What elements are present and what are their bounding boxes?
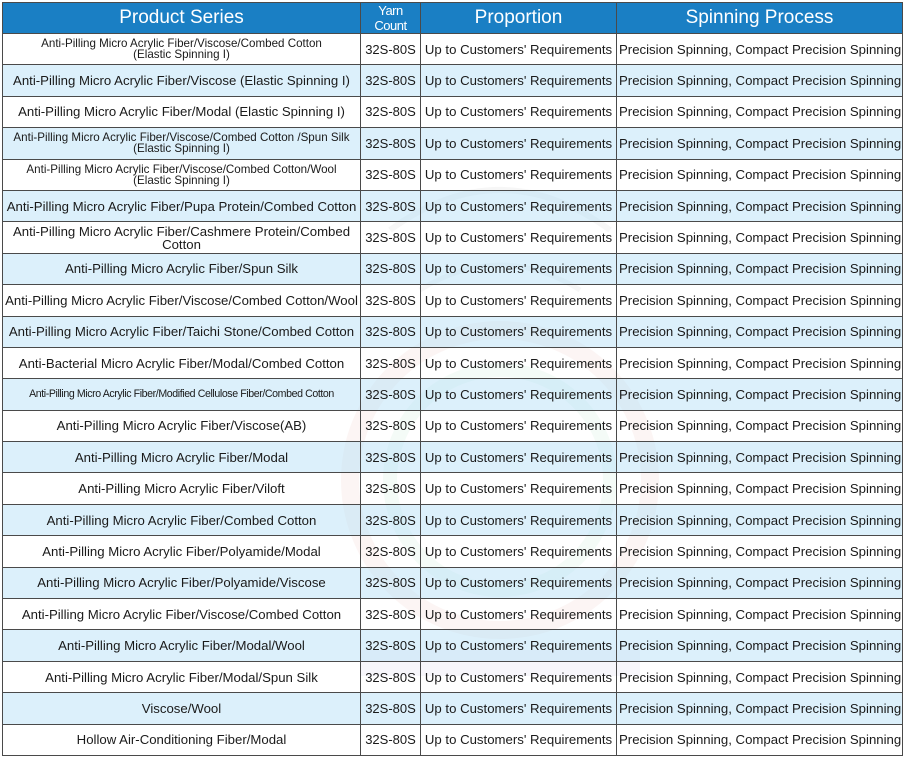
product-series-cell: [3, 34, 361, 65]
spinning-process-cell: Precision Spinning, Compact Precision Spinning: [617, 347, 903, 378]
table-row: [3, 128, 903, 159]
table-body: [3, 34, 903, 756]
product-series-cell: [3, 410, 361, 441]
yarn-count-cell: 32S-80S: [361, 285, 421, 316]
spinning-process-cell: Precision Spinning, Compact Precision Spinning: [617, 379, 903, 410]
proportion-cell: Up to Customers' Requirements: [421, 347, 617, 378]
yarn-count-cell: 32S-80S: [361, 630, 421, 661]
product-series-cell: [3, 473, 361, 504]
spinning-process-cell: Precision Spinning, Compact Precision Spinning: [617, 34, 903, 65]
table-row: [3, 379, 903, 410]
table-row: [3, 693, 903, 724]
series-line-1: Anti-Bacterial Micro Acrylic Fiber/Modal/Combed Cotton: [18, 355, 345, 371]
product-series-cell: [3, 599, 361, 630]
product-series-cell: [3, 630, 361, 661]
product-series-cell: [3, 536, 361, 567]
proportion-cell: Up to Customers' Requirements: [421, 661, 617, 692]
proportion-cell: Up to Customers' Requirements: [421, 693, 617, 724]
table-row: [3, 65, 903, 96]
product-series-cell: [3, 724, 361, 755]
product-series-cell: [3, 661, 361, 692]
spinning-process-cell: Precision Spinning, Compact Precision Spinning: [617, 693, 903, 724]
series-line-1: Anti-Pilling Micro Acrylic Fiber/Pupa Protein/Combed Cotton: [6, 198, 357, 214]
proportion-cell: Up to Customers' Requirements: [421, 222, 617, 253]
spinning-process-cell: Precision Spinning, Compact Precision Spinning: [617, 159, 903, 190]
proportion-cell: Up to Customers' Requirements: [421, 285, 617, 316]
header-yarn-count: Yarn Count: [361, 3, 421, 34]
header-spinning-process: Spinning Process: [617, 3, 903, 34]
table-row: [3, 285, 903, 316]
series-line-1: Anti-Pilling Micro Acrylic Fiber/Modified Cellulose Fiber/Combed Cotton: [29, 387, 334, 400]
spinning-process-cell: Precision Spinning, Compact Precision Spinning: [617, 316, 903, 347]
series-line-1: Anti-Pilling Micro Acrylic Fiber/Viscose/Combed Cotton/Wool: [26, 162, 337, 176]
proportion-cell: Up to Customers' Requirements: [421, 65, 617, 96]
yarn-count-cell: 32S-80S: [361, 190, 421, 221]
spinning-process-cell: Precision Spinning, Compact Precision Spinning: [617, 190, 903, 221]
spinning-process-cell: Precision Spinning, Compact Precision Spinning: [617, 253, 903, 284]
yarn-count-cell: 32S-80S: [361, 96, 421, 127]
spinning-process-cell: Precision Spinning, Compact Precision Spinning: [617, 661, 903, 692]
table-row: [3, 159, 903, 190]
proportion-cell: Up to Customers' Requirements: [421, 567, 617, 598]
product-series-cell: [3, 285, 361, 316]
product-series-cell: [3, 159, 361, 190]
series-line-1: Anti-Pilling Micro Acrylic Fiber/Polyamide/Modal: [42, 543, 321, 559]
yarn-count-cell: 32S-80S: [361, 473, 421, 504]
yarn-count-cell: 32S-80S: [361, 693, 421, 724]
proportion-cell: Up to Customers' Requirements: [421, 442, 617, 473]
proportion-cell: Up to Customers' Requirements: [421, 96, 617, 127]
series-line-1: Anti-Pilling Micro Acrylic Fiber/Modal/Spun Silk: [45, 669, 318, 685]
spinning-process-cell: Precision Spinning, Compact Precision Spinning: [617, 285, 903, 316]
product-series-cell: [3, 222, 361, 253]
proportion-cell: Up to Customers' Requirements: [421, 253, 617, 284]
table-header-row: [3, 3, 903, 34]
table-row: [3, 347, 903, 378]
series-line-1: Anti-Pilling Micro Acrylic Fiber/Viloft: [78, 481, 285, 497]
yarn-count-cell: 32S-80S: [361, 316, 421, 347]
series-line-2: (Elastic Spinning I): [133, 142, 230, 156]
series-line-1: Anti-Pilling Micro Acrylic Fiber/Taichi Stone/Combed Cotton: [8, 324, 355, 340]
proportion-cell: Up to Customers' Requirements: [421, 630, 617, 661]
spinning-process-cell: Precision Spinning, Compact Precision Spinning: [617, 567, 903, 598]
proportion-cell: Up to Customers' Requirements: [421, 34, 617, 65]
proportion-cell: Up to Customers' Requirements: [421, 473, 617, 504]
spinning-process-cell: Precision Spinning, Compact Precision Spinning: [617, 630, 903, 661]
spinning-process-cell: Precision Spinning, Compact Precision Spinning: [617, 473, 903, 504]
product-series-cell: [3, 190, 361, 221]
product-series-cell: [3, 442, 361, 473]
series-line-2: (Elastic Spinning I): [133, 48, 230, 62]
table-row: [3, 316, 903, 347]
table-row: [3, 630, 903, 661]
table-row: [3, 536, 903, 567]
series-line-1: Anti-Pilling Micro Acrylic Fiber/Modal (Elastic Spinning I): [18, 104, 345, 120]
table-row: [3, 567, 903, 598]
spinning-process-cell: Precision Spinning, Compact Precision Spinning: [617, 442, 903, 473]
yarn-count-cell: 32S-80S: [361, 442, 421, 473]
yarn-count-cell: 32S-80S: [361, 128, 421, 159]
series-line-1: Anti-Pilling Micro Acrylic Fiber/Modal: [74, 449, 289, 465]
series-line-1: Anti-Pilling Micro Acrylic Fiber/Combed Cotton: [46, 512, 317, 528]
proportion-cell: Up to Customers' Requirements: [421, 190, 617, 221]
spinning-process-cell: Precision Spinning, Compact Precision Spinning: [617, 65, 903, 96]
yarn-count-cell: 32S-80S: [361, 222, 421, 253]
proportion-cell: Up to Customers' Requirements: [421, 599, 617, 630]
yarn-count-cell: 32S-80S: [361, 536, 421, 567]
series-line-1: Anti-Pilling Micro Acrylic Fiber/Viscose (Elastic Spinning I): [13, 73, 350, 89]
product-series-table: [2, 2, 903, 756]
proportion-cell: Up to Customers' Requirements: [421, 159, 617, 190]
spinning-process-cell: Precision Spinning, Compact Precision Spinning: [617, 504, 903, 535]
product-series-cell: [3, 96, 361, 127]
yarn-count-cell: 32S-80S: [361, 65, 421, 96]
product-series-cell: [3, 128, 361, 159]
yarn-count-cell: 32S-80S: [361, 724, 421, 755]
yarn-count-cell: 32S-80S: [361, 410, 421, 441]
table-row: [3, 504, 903, 535]
series-line-1: Anti-Pilling Micro Acrylic Fiber/Viscose/Combed Cotton: [21, 606, 342, 622]
series-line-1: Anti-Pilling Micro Acrylic Fiber/Cashmere Protein/Combed Cotton: [12, 223, 351, 252]
proportion-cell: Up to Customers' Requirements: [421, 536, 617, 567]
series-line-1: Viscose/Wool: [141, 700, 222, 716]
spinning-process-cell: Precision Spinning, Compact Precision Spinning: [617, 128, 903, 159]
series-line-1: Anti-Pilling Micro Acrylic Fiber/Viscose(AB): [56, 418, 307, 434]
series-line-1: Anti-Pilling Micro Acrylic Fiber/Viscose/Combed Cotton/Wool: [5, 292, 358, 308]
spinning-process-cell: Precision Spinning, Compact Precision Spinning: [617, 410, 903, 441]
proportion-cell: Up to Customers' Requirements: [421, 379, 617, 410]
series-line-2: (Elastic Spinning I): [133, 173, 230, 187]
series-line-1: Anti-Pilling Micro Acrylic Fiber/Viscose/Combed Cotton: [41, 37, 322, 51]
spinning-process-cell: Precision Spinning, Compact Precision Spinning: [617, 96, 903, 127]
yarn-count-cell: 32S-80S: [361, 661, 421, 692]
series-line-1: Anti-Pilling Micro Acrylic Fiber/Spun Silk: [64, 261, 299, 277]
product-series-cell: [3, 347, 361, 378]
header-proportion: Proportion: [421, 3, 617, 34]
spinning-process-cell: Precision Spinning, Compact Precision Spinning: [617, 599, 903, 630]
series-line-1: Anti-Pilling Micro Acrylic Fiber/Modal/Wool: [58, 638, 305, 654]
table-row: [3, 473, 903, 504]
product-series-cell: [3, 379, 361, 410]
yarn-count-cell: 32S-80S: [361, 159, 421, 190]
product-series-cell: [3, 693, 361, 724]
yarn-count-cell: 32S-80S: [361, 504, 421, 535]
table-row: [3, 661, 903, 692]
table-row: [3, 96, 903, 127]
table-row: [3, 222, 903, 253]
table-row: [3, 442, 903, 473]
product-series-cell: [3, 504, 361, 535]
proportion-cell: Up to Customers' Requirements: [421, 410, 617, 441]
yarn-count-cell: 32S-80S: [361, 253, 421, 284]
header-product-series: Product Series: [3, 3, 361, 34]
product-series-cell: [3, 253, 361, 284]
table-row: [3, 724, 903, 755]
table-row: [3, 190, 903, 221]
series-line-1: Anti-Pilling Micro Acrylic Fiber/Viscose/Combed Cotton /Spun Silk: [13, 131, 350, 145]
product-series-cell: [3, 316, 361, 347]
yarn-count-cell: 32S-80S: [361, 567, 421, 598]
table-row: [3, 253, 903, 284]
spinning-process-cell: Precision Spinning, Compact Precision Spinning: [617, 222, 903, 253]
table-row: [3, 34, 903, 65]
yarn-count-cell: 32S-80S: [361, 599, 421, 630]
proportion-cell: Up to Customers' Requirements: [421, 128, 617, 159]
spinning-process-cell: Precision Spinning, Compact Precision Spinning: [617, 536, 903, 567]
table-row: [3, 410, 903, 441]
series-line-1: Hollow Air-Conditioning Fiber/Modal: [76, 732, 287, 748]
proportion-cell: Up to Customers' Requirements: [421, 504, 617, 535]
proportion-cell: Up to Customers' Requirements: [421, 724, 617, 755]
proportion-cell: Up to Customers' Requirements: [421, 316, 617, 347]
table-row: [3, 599, 903, 630]
yarn-count-cell: 32S-80S: [361, 34, 421, 65]
product-series-cell: [3, 65, 361, 96]
product-series-cell: [3, 567, 361, 598]
yarn-count-cell: 32S-80S: [361, 379, 421, 410]
spinning-process-cell: Precision Spinning, Compact Precision Spinning: [617, 724, 903, 755]
yarn-count-cell: 32S-80S: [361, 347, 421, 378]
series-line-1: Anti-Pilling Micro Acrylic Fiber/Polyamide/Viscose: [37, 575, 326, 591]
